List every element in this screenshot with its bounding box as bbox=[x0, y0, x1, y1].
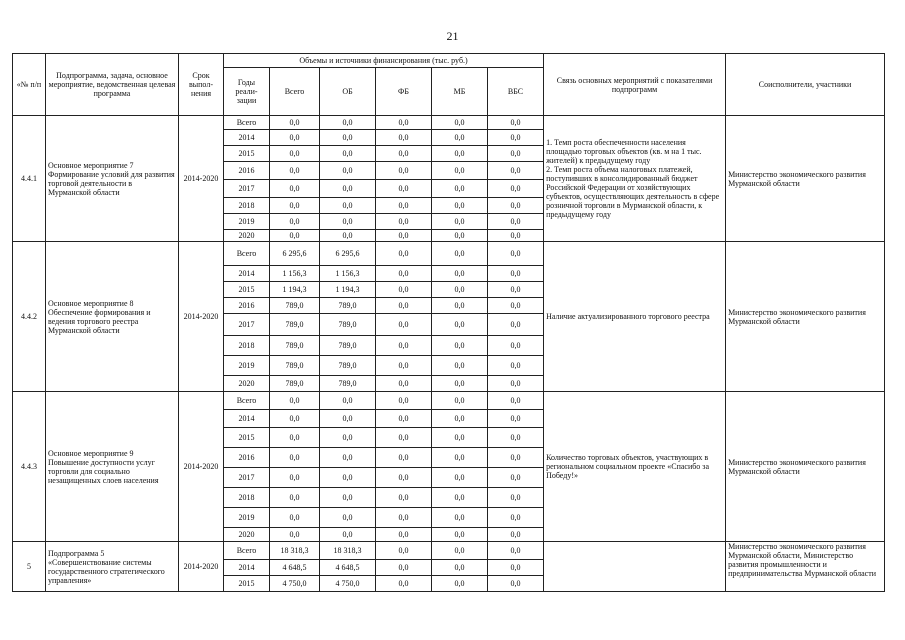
cell-vbs: 0,0 bbox=[488, 542, 544, 560]
cell-mb: 0,0 bbox=[432, 282, 488, 298]
cell-total: 0,0 bbox=[270, 180, 320, 198]
cell-year: 2014 bbox=[224, 266, 270, 282]
cell-fb: 0,0 bbox=[376, 528, 432, 542]
cell-vbs: 0,0 bbox=[488, 230, 544, 242]
cell-year: 2016 bbox=[224, 448, 270, 468]
cell-mb: 0,0 bbox=[432, 468, 488, 488]
cell-ob: 4 648,5 bbox=[320, 560, 376, 576]
cell-mb: 0,0 bbox=[432, 116, 488, 130]
cell-mb: 0,0 bbox=[432, 298, 488, 314]
header-funding-group: Объемы и источники финансирования (тыс. руб.) bbox=[224, 54, 544, 68]
cell-ob: 789,0 bbox=[320, 314, 376, 336]
cell-mb: 0,0 bbox=[432, 356, 488, 376]
cell-ob: 0,0 bbox=[320, 162, 376, 180]
program-name: Основное мероприятие 9 Повышение доступности услуг торговли для социально незащищенных слоев населения bbox=[46, 392, 179, 542]
cell-mb: 0,0 bbox=[432, 162, 488, 180]
co-executors: Министерство экономического развития Мурманской области, Министерство развития промышленности и предпринимательства Мурманской области bbox=[726, 542, 885, 592]
cell-vbs: 0,0 bbox=[488, 130, 544, 146]
cell-year: Всего bbox=[224, 542, 270, 560]
cell-vbs: 0,0 bbox=[488, 162, 544, 180]
cell-year: 2015 bbox=[224, 282, 270, 298]
header-link: Связь основных мероприятий с показателями подпрограмм bbox=[544, 54, 726, 116]
cell-fb: 0,0 bbox=[376, 356, 432, 376]
cell-vbs: 0,0 bbox=[488, 392, 544, 410]
program-name: Основное мероприятие 8 Обеспечение формирования и ведения торгового реестра Мурманской области bbox=[46, 242, 179, 392]
cell-fb: 0,0 bbox=[376, 230, 432, 242]
row-number: 5 bbox=[13, 542, 46, 592]
cell-fb: 0,0 bbox=[376, 508, 432, 528]
cell-vbs: 0,0 bbox=[488, 298, 544, 314]
cell-ob: 6 295,6 bbox=[320, 242, 376, 266]
cell-ob: 789,0 bbox=[320, 356, 376, 376]
cell-fb: 0,0 bbox=[376, 488, 432, 508]
cell-fb: 0,0 bbox=[376, 410, 432, 428]
cell-ob: 0,0 bbox=[320, 528, 376, 542]
cell-vbs: 0,0 bbox=[488, 428, 544, 448]
cell-total: 1 194,3 bbox=[270, 282, 320, 298]
cell-year: 2020 bbox=[224, 230, 270, 242]
cell-total: 1 156,3 bbox=[270, 266, 320, 282]
cell-vbs: 0,0 bbox=[488, 282, 544, 298]
co-executors: Министерство экономического развития Мурманской области bbox=[726, 116, 885, 242]
header-ob: ОБ bbox=[320, 68, 376, 116]
cell-vbs: 0,0 bbox=[488, 336, 544, 356]
cell-total: 789,0 bbox=[270, 336, 320, 356]
cell-fb: 0,0 bbox=[376, 180, 432, 198]
cell-mb: 0,0 bbox=[432, 508, 488, 528]
cell-fb: 0,0 bbox=[376, 282, 432, 298]
cell-fb: 0,0 bbox=[376, 542, 432, 560]
execution-term: 2014-2020 bbox=[179, 242, 224, 392]
cell-mb: 0,0 bbox=[432, 542, 488, 560]
cell-mb: 0,0 bbox=[432, 336, 488, 356]
cell-mb: 0,0 bbox=[432, 488, 488, 508]
cell-mb: 0,0 bbox=[432, 314, 488, 336]
cell-mb: 0,0 bbox=[432, 266, 488, 282]
cell-year: 2014 bbox=[224, 130, 270, 146]
header-program: Подпрограмма, задача, основное мероприятие, ведомственная целевая программа bbox=[46, 54, 179, 116]
program-name: Основное мероприятие 7 Формирование условий для развития торговой деятельности в Мурманской области bbox=[46, 116, 179, 242]
header-fb: ФБ bbox=[376, 68, 432, 116]
cell-ob: 0,0 bbox=[320, 392, 376, 410]
cell-mb: 0,0 bbox=[432, 560, 488, 576]
co-executors: Министерство экономического развития Мурманской области bbox=[726, 392, 885, 542]
execution-term: 2014-2020 bbox=[179, 542, 224, 592]
cell-mb: 0,0 bbox=[432, 180, 488, 198]
cell-vbs: 0,0 bbox=[488, 576, 544, 592]
cell-total: 0,0 bbox=[270, 116, 320, 130]
header-years: Годы реали-зации bbox=[224, 68, 270, 116]
indicator-link: Количество торговых объектов, участвующих в региональном социальном проекте «Спасибо за Победу!» bbox=[544, 392, 726, 542]
cell-vbs: 0,0 bbox=[488, 214, 544, 230]
table-row bbox=[13, 542, 885, 560]
cell-total: 6 295,6 bbox=[270, 242, 320, 266]
cell-mb: 0,0 bbox=[432, 198, 488, 214]
cell-vbs: 0,0 bbox=[488, 356, 544, 376]
row-number: 4.4.1 bbox=[13, 116, 46, 242]
header-total: Всего bbox=[270, 68, 320, 116]
cell-ob: 0,0 bbox=[320, 508, 376, 528]
cell-ob: 0,0 bbox=[320, 116, 376, 130]
page-number: 21 bbox=[446, 29, 459, 43]
cell-fb: 0,0 bbox=[376, 214, 432, 230]
cell-year: 2019 bbox=[224, 508, 270, 528]
cell-total: 0,0 bbox=[270, 448, 320, 468]
table-row bbox=[13, 242, 885, 266]
cell-ob: 0,0 bbox=[320, 428, 376, 448]
cell-ob: 0,0 bbox=[320, 198, 376, 214]
cell-vbs: 0,0 bbox=[488, 468, 544, 488]
funding-table bbox=[12, 53, 885, 592]
cell-vbs: 0,0 bbox=[488, 410, 544, 428]
table-row bbox=[13, 392, 885, 410]
cell-fb: 0,0 bbox=[376, 198, 432, 214]
header-term: Срок выпол-нения bbox=[179, 54, 224, 116]
cell-year: Всего bbox=[224, 116, 270, 130]
cell-ob: 0,0 bbox=[320, 410, 376, 428]
cell-year: 2019 bbox=[224, 214, 270, 230]
cell-year: 2016 bbox=[224, 298, 270, 314]
cell-total: 18 318,3 bbox=[270, 542, 320, 560]
cell-fb: 0,0 bbox=[376, 448, 432, 468]
cell-ob: 0,0 bbox=[320, 230, 376, 242]
cell-vbs: 0,0 bbox=[488, 266, 544, 282]
cell-year: 2014 bbox=[224, 410, 270, 428]
cell-ob: 1 156,3 bbox=[320, 266, 376, 282]
cell-mb: 0,0 bbox=[432, 528, 488, 542]
cell-total: 0,0 bbox=[270, 528, 320, 542]
cell-year: 2015 bbox=[224, 428, 270, 448]
cell-ob: 789,0 bbox=[320, 336, 376, 356]
table-body bbox=[13, 116, 885, 592]
cell-ob: 1 194,3 bbox=[320, 282, 376, 298]
cell-fb: 0,0 bbox=[376, 116, 432, 130]
cell-mb: 0,0 bbox=[432, 376, 488, 392]
cell-fb: 0,0 bbox=[376, 576, 432, 592]
cell-fb: 0,0 bbox=[376, 146, 432, 162]
cell-total: 0,0 bbox=[270, 508, 320, 528]
cell-year: 2018 bbox=[224, 198, 270, 214]
cell-vbs: 0,0 bbox=[488, 116, 544, 130]
cell-ob: 789,0 bbox=[320, 376, 376, 392]
cell-vbs: 0,0 bbox=[488, 488, 544, 508]
execution-term: 2014-2020 bbox=[179, 392, 224, 542]
cell-year: 2017 bbox=[224, 468, 270, 488]
cell-ob: 4 750,0 bbox=[320, 576, 376, 592]
cell-fb: 0,0 bbox=[376, 266, 432, 282]
cell-ob: 0,0 bbox=[320, 448, 376, 468]
cell-mb: 0,0 bbox=[432, 448, 488, 468]
execution-term: 2014-2020 bbox=[179, 116, 224, 242]
cell-mb: 0,0 bbox=[432, 130, 488, 146]
cell-mb: 0,0 bbox=[432, 392, 488, 410]
cell-year: 2019 bbox=[224, 356, 270, 376]
cell-year: 2017 bbox=[224, 314, 270, 336]
cell-year: 2018 bbox=[224, 488, 270, 508]
cell-mb: 0,0 bbox=[432, 576, 488, 592]
cell-total: 0,0 bbox=[270, 162, 320, 180]
cell-year: 2020 bbox=[224, 376, 270, 392]
cell-total: 0,0 bbox=[270, 214, 320, 230]
cell-ob: 0,0 bbox=[320, 214, 376, 230]
header-mb: МБ bbox=[432, 68, 488, 116]
cell-total: 0,0 bbox=[270, 146, 320, 162]
cell-mb: 0,0 bbox=[432, 146, 488, 162]
cell-total: 789,0 bbox=[270, 314, 320, 336]
table-header bbox=[13, 54, 885, 116]
cell-fb: 0,0 bbox=[376, 468, 432, 488]
indicator-link: Наличие актуализированного торгового реестра bbox=[544, 242, 726, 392]
cell-mb: 0,0 bbox=[432, 410, 488, 428]
cell-ob: 0,0 bbox=[320, 468, 376, 488]
cell-year: 2020 bbox=[224, 528, 270, 542]
cell-vbs: 0,0 bbox=[488, 376, 544, 392]
cell-year: 2017 bbox=[224, 180, 270, 198]
cell-fb: 0,0 bbox=[376, 242, 432, 266]
cell-fb: 0,0 bbox=[376, 392, 432, 410]
cell-total: 0,0 bbox=[270, 410, 320, 428]
cell-vbs: 0,0 bbox=[488, 508, 544, 528]
cell-ob: 0,0 bbox=[320, 180, 376, 198]
cell-year: 2015 bbox=[224, 146, 270, 162]
header-executors: Соисполнители, участники bbox=[726, 54, 885, 116]
cell-year: 2014 bbox=[224, 560, 270, 576]
cell-fb: 0,0 bbox=[376, 428, 432, 448]
cell-fb: 0,0 bbox=[376, 162, 432, 180]
indicator-link: 1. Темп роста обеспеченности населения площадью торговых объектов (кв. м на 1 тыс. жителей) к предыдущему году 2. Темп роста объема налоговых платежей, поступивших в консолидированный бюджет Российской Федерации от хозяйствующих субъектов, осуществляющих деятельность в сфере розничной торговли в Мурманской области, к предыдущему году bbox=[544, 116, 726, 242]
cell-fb: 0,0 bbox=[376, 298, 432, 314]
row-number: 4.4.3 bbox=[13, 392, 46, 542]
cell-total: 4 750,0 bbox=[270, 576, 320, 592]
cell-fb: 0,0 bbox=[376, 376, 432, 392]
co-executors: Министерство экономического развития Мурманской области bbox=[726, 242, 885, 392]
cell-total: 789,0 bbox=[270, 356, 320, 376]
cell-vbs: 0,0 bbox=[488, 198, 544, 214]
cell-total: 0,0 bbox=[270, 130, 320, 146]
cell-vbs: 0,0 bbox=[488, 180, 544, 198]
cell-total: 0,0 bbox=[270, 468, 320, 488]
cell-fb: 0,0 bbox=[376, 336, 432, 356]
cell-ob: 789,0 bbox=[320, 298, 376, 314]
header-num: «№ п/п bbox=[13, 54, 46, 116]
cell-year: 2015 bbox=[224, 576, 270, 592]
cell-mb: 0,0 bbox=[432, 214, 488, 230]
cell-vbs: 0,0 bbox=[488, 314, 544, 336]
cell-vbs: 0,0 bbox=[488, 560, 544, 576]
cell-total: 0,0 bbox=[270, 428, 320, 448]
cell-ob: 0,0 bbox=[320, 130, 376, 146]
indicator-link bbox=[544, 542, 726, 592]
cell-total: 4 648,5 bbox=[270, 560, 320, 576]
cell-vbs: 0,0 bbox=[488, 448, 544, 468]
cell-fb: 0,0 bbox=[376, 560, 432, 576]
cell-vbs: 0,0 bbox=[488, 528, 544, 542]
header-vbs: ВБС bbox=[488, 68, 544, 116]
cell-total: 789,0 bbox=[270, 298, 320, 314]
cell-total: 0,0 bbox=[270, 198, 320, 214]
cell-total: 0,0 bbox=[270, 230, 320, 242]
cell-mb: 0,0 bbox=[432, 242, 488, 266]
table-row bbox=[13, 116, 885, 130]
cell-year: Всего bbox=[224, 392, 270, 410]
cell-mb: 0,0 bbox=[432, 230, 488, 242]
cell-fb: 0,0 bbox=[376, 130, 432, 146]
row-number: 4.4.2 bbox=[13, 242, 46, 392]
cell-vbs: 0,0 bbox=[488, 146, 544, 162]
cell-ob: 0,0 bbox=[320, 488, 376, 508]
cell-year: 2018 bbox=[224, 336, 270, 356]
program-name: Подпрограмма 5 «Совершенствование системы государственного стратегического управления» bbox=[46, 542, 179, 592]
cell-total: 789,0 bbox=[270, 376, 320, 392]
cell-fb: 0,0 bbox=[376, 314, 432, 336]
cell-ob: 18 318,3 bbox=[320, 542, 376, 560]
cell-total: 0,0 bbox=[270, 392, 320, 410]
cell-total: 0,0 bbox=[270, 488, 320, 508]
cell-year: Всего bbox=[224, 242, 270, 266]
cell-ob: 0,0 bbox=[320, 146, 376, 162]
cell-vbs: 0,0 bbox=[488, 242, 544, 266]
cell-mb: 0,0 bbox=[432, 428, 488, 448]
cell-year: 2016 bbox=[224, 162, 270, 180]
